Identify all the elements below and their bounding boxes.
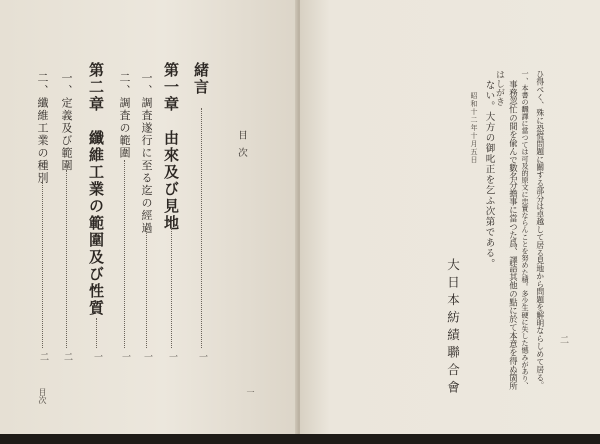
toc-section-1-2-page: 一 [120,352,130,361]
toc-chapter-2-page: 一 [92,352,102,361]
page-number: 二 [558,335,568,344]
toc-preface-label: 緒言 [192,62,210,96]
toc-chapter-2-leader [96,318,97,348]
toc-preface-leader [201,108,202,348]
preface-line-3: 事務忽忙の間を偸んで數名分擔事に當つた爲、譯語其他の點に於て本意を得ぬ箇所 [508,80,519,391]
date-line: 昭和十二年十月五日 [470,92,478,164]
toc-footer-label: 目次 [38,388,47,404]
running-head: はしがき [494,70,504,106]
toc-chapter-1-page: 一 [167,352,177,361]
preface-line-2: 一、本書の飜譯に當つては可及的原文に忠實ならんことを努めた積。多少生硬に失した憾みがあり、 [521,70,531,390]
toc-section-2-2-page: 二 [38,352,48,361]
toc-section-1-1: 一、調査遂行に至る迄の經過 [140,72,153,235]
toc-preface-page: 一 [197,352,207,361]
toc-section-2-2: 二、纖維工業の種別 [36,72,49,185]
preface-line-1: ひ得べく、殊に恐慌問題に關する部分は卓越して居る見地から問題を解明ならしめて居る。 [535,70,545,389]
toc-title: 目次 [236,130,247,165]
toc-section-2-2-leader [42,182,43,348]
toc-footer-page: 一 [246,388,255,396]
preface-page [300,0,600,444]
preface-line-4: ない。大方の御叱正を乞ふ次第である。 [483,80,495,269]
toc-chapter-2-title: 第二章 纖維工業の範圍及び性質 [87,62,105,317]
toc-chapter-1-title: 第一章 由來及び見地 [162,62,180,232]
toc-section-1-2: 二、調査の範圍 [118,72,131,160]
toc-section-1-2-leader [124,160,125,348]
scan-bottom-edge [0,434,600,444]
contents-page [0,0,298,444]
toc-section-1-1-page: 一 [142,352,152,361]
toc-section-2-1-page: 二 [62,352,72,361]
publisher-name: 大日本紡績聯合會 [445,258,461,398]
toc-section-2-1: 一、定義及び範圍 [60,72,73,172]
toc-chapter-1-leader [171,228,172,348]
toc-section-2-1-leader [66,170,67,348]
toc-section-1-1-leader [146,228,147,348]
